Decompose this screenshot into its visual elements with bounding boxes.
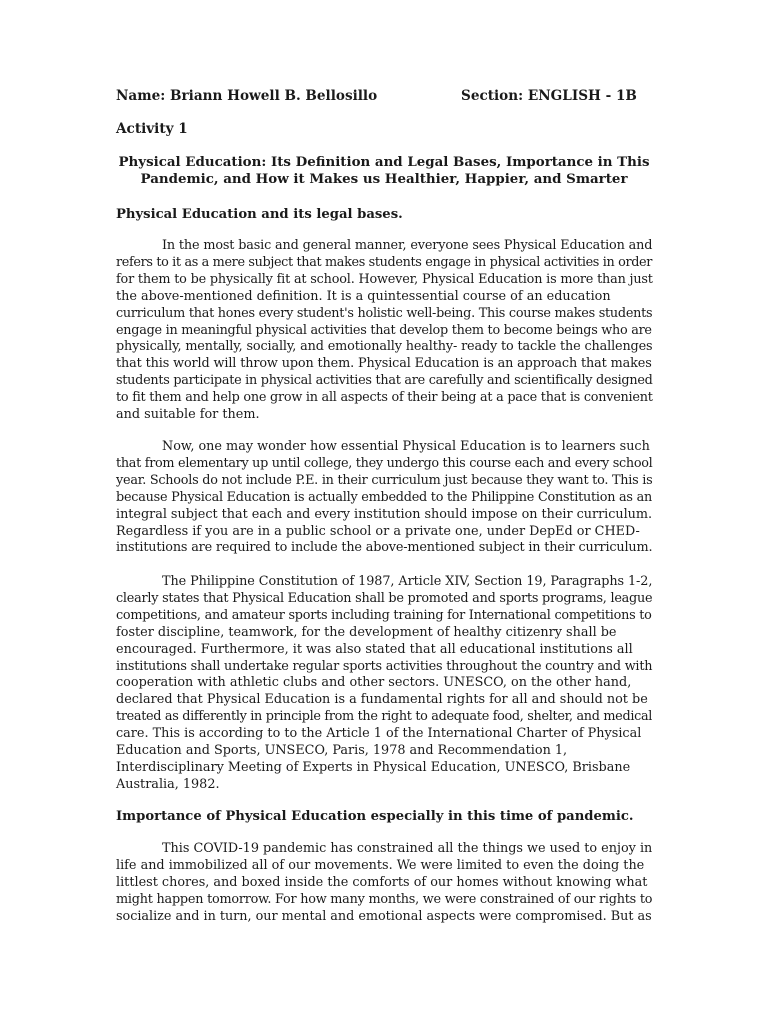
text-line: that from elementary up until college, they undergo this course each and every school bbox=[116, 455, 653, 471]
text-line: socialize and in turn, our mental and emotional aspects were compromised. But as bbox=[116, 908, 652, 924]
text-line: foster discipline, teamwork, for the development of healthy citizenry shall be bbox=[116, 624, 617, 640]
text-line: to fit them and help one grow in all aspects of their being at a pace that is convenient bbox=[116, 390, 653, 406]
section-heading-pandemic: Importance of Physical Education especially in this time of pandemic. bbox=[116, 809, 634, 824]
paragraph bbox=[116, 439, 652, 557]
text-line: littlest chores, and boxed inside the comforts of our homes without knowing what bbox=[116, 874, 648, 890]
text-line: Interdisciplinary Meeting of Experts in Physical Education, UNESCO, Brisbane bbox=[116, 759, 631, 775]
student-section: Section: ENGLISH - 1B bbox=[461, 88, 637, 104]
paragraph bbox=[116, 238, 652, 424]
document-title bbox=[116, 154, 652, 188]
title-line: Physical Education: Its Definition and Legal Bases, Importance in This bbox=[118, 154, 650, 170]
title-line: Pandemic, and How it Makes us Healthier, Happier, and Smarter bbox=[140, 171, 628, 187]
text-line: In the most basic and general manner, everyone sees Physical Education and bbox=[162, 238, 653, 253]
text-line: encouraged. Furthermore, it was also stated that all educational institutions all bbox=[116, 641, 633, 657]
activity-label: Activity 1 bbox=[116, 121, 188, 137]
text-line: year. Schools do not include P.E. in their curriculum just because they want to. This is bbox=[116, 472, 653, 488]
text-line: life and immobilized all of our movements. We were limited to even the doing the bbox=[116, 857, 645, 873]
text-line: Regardless if you are in a public school or a private one, under DepEd or CHED- bbox=[116, 523, 640, 539]
header-line bbox=[116, 88, 656, 105]
text-line: the above-mentioned definition. It is a quintessential course of an education bbox=[116, 288, 611, 304]
paragraph bbox=[116, 841, 652, 926]
text-line: treated as differently in principle from the right to adequate food, shelter, and medical bbox=[116, 709, 653, 725]
text-line: engage in meaningful physical activities that develop them to become beings who are bbox=[116, 322, 652, 338]
text-line: integral subject that each and every institution should impose on their curriculum. bbox=[116, 506, 653, 522]
text-line: The Philippine Constitution of 1987, Article XIV, Section 19, Paragraphs 1-2, bbox=[162, 574, 653, 589]
text-line: declared that Physical Education is a fundamental rights for all and should not be bbox=[116, 692, 648, 708]
text-line: institutions are required to include the above-mentioned subject in their curriculum. bbox=[116, 540, 653, 556]
text-line: Australia, 1982. bbox=[116, 776, 220, 792]
text-line: cooperation with athletic clubs and other sectors. UNESCO, on the other hand, bbox=[116, 675, 632, 691]
text-line: because Physical Education is actually embedded to the Philippine Constitution as an bbox=[116, 489, 652, 505]
paragraph bbox=[116, 574, 652, 794]
text-line: competitions, and amateur sports including training for International competitions to bbox=[116, 607, 652, 623]
text-line: clearly states that Physical Education shall be promoted and sports programs, league bbox=[116, 590, 653, 606]
text-line: Education and Sports, UNSECO, Paris, 1978 and Recommendation 1, bbox=[116, 743, 568, 759]
text-line: that this world will throw upon them. Physical Education is an approach that makes bbox=[116, 356, 652, 372]
text-line: for them to be physically fit at school. However, Physical Education is more than just bbox=[116, 271, 653, 287]
text-line: Now, one may wonder how essential Physical Education is to learners such bbox=[162, 439, 650, 454]
text-line: students participate in physical activities that are carefully and scientifically designed bbox=[116, 373, 653, 389]
text-line: institutions shall undertake regular sports activities throughout the country and with bbox=[116, 658, 653, 674]
text-line: and suitable for them. bbox=[116, 407, 260, 423]
text-line: might happen tomorrow. For how many months, we were constrained of our rights to bbox=[116, 891, 653, 907]
text-line: care. This is according to to the Article 1 of the International Charter of Physical bbox=[116, 726, 642, 742]
text-line: refers to it as a mere subject that makes students engage in physical activities in order bbox=[116, 254, 653, 270]
student-name: Name: Briann Howell B. Bellosillo bbox=[116, 88, 378, 104]
text-line: curriculum that hones every student's holistic well-being. This course makes students bbox=[116, 305, 653, 321]
section-heading-legal-bases: Physical Education and its legal bases. bbox=[116, 207, 403, 222]
text-line: physically, mentally, socially, and emotionally healthy- ready to tackle the challenges bbox=[116, 339, 653, 355]
text-line: This COVID-19 pandemic has constrained all the things we used to enjoy in bbox=[162, 841, 653, 856]
